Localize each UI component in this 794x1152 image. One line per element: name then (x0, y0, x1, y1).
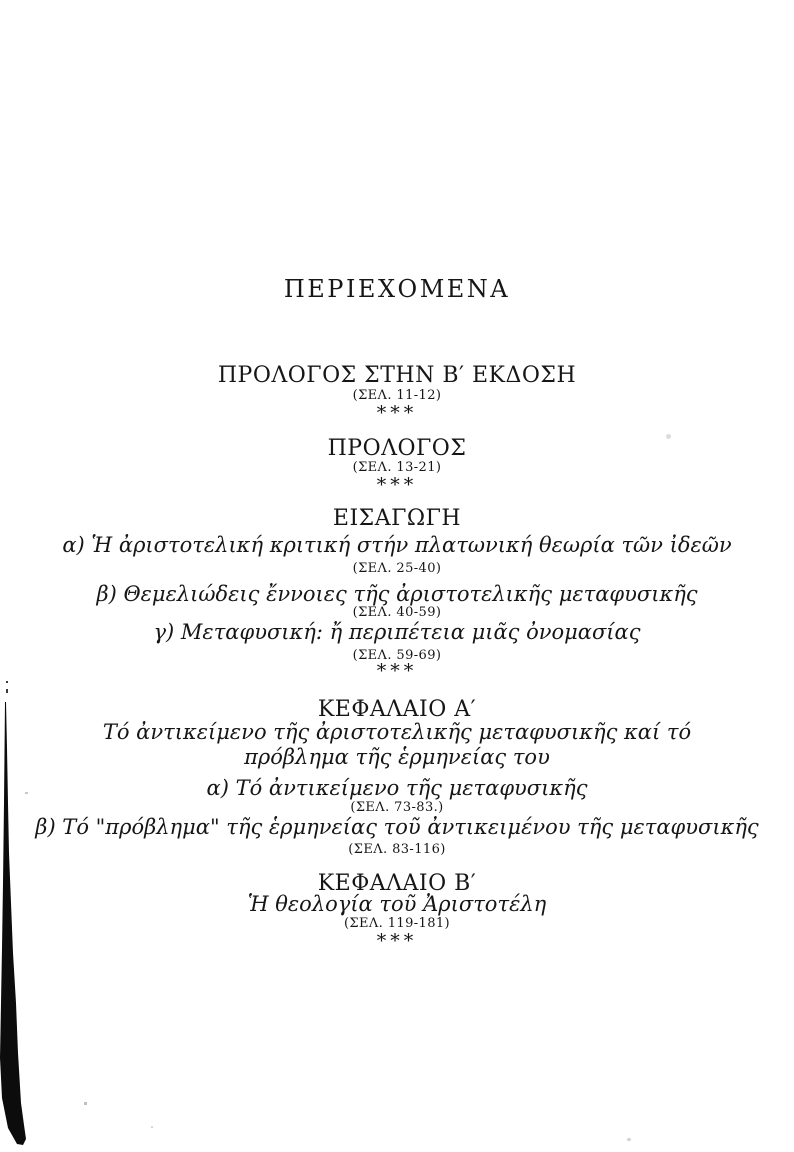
page-ref: (ΣΕΛ. 119-181) (343, 916, 451, 931)
section-heading-prologue-2nd-edition: ΠΡΟΛΟΓΟΣ ΣΤΗΝ Β′ ΕΚΔΟΣΗ (217, 363, 577, 388)
section-heading-introduction: ΕΙΣΑΓΩΓΗ (332, 506, 462, 531)
scan-artifact-speck (84, 1102, 87, 1105)
toc-entry: α) Ἡ ἀριστοτελική κριτική στήν πλατωνική θεωρία τῶν ἰδεῶν (62, 533, 732, 557)
scan-artifact-speck (25, 792, 28, 794)
toc-entry: β) Τό "πρόβλημα" τῆς ἑρμηνείας τοῦ ἀντικειμένου τῆς μεταφυσικῆς (35, 815, 759, 839)
page-title: ΠΕΡΙΕΧΟΜΕΝΑ (283, 275, 511, 303)
section-heading-prologue: ΠΡΟΛΟΓΟΣ (327, 436, 467, 461)
scan-artifact-binding-wedge (0, 678, 32, 1148)
page-ref: (ΣΕΛ. 25-40) (352, 561, 442, 576)
chapter-heading-b: ΚΕΦΑΛΑΙΟ Β′ (317, 871, 477, 896)
page-ref: (ΣΕΛ. 83-116) (348, 842, 446, 857)
asterisk-separator: *** (376, 474, 418, 496)
asterisk-separator: *** (376, 930, 418, 952)
scan-artifact-speck (151, 1126, 153, 1128)
toc-entry: β) Θεμελιώδεις ἔννοιες τῆς ἀριστοτελικῆς μεταφυσικῆς (96, 582, 698, 606)
scan-artifact-speck (666, 434, 671, 439)
page-ref: (ΣΕΛ. 40-59) (352, 605, 442, 620)
toc-entry: γ) Μεταφυσική: ἤ περιπέτεια μιᾶς ὀνομασίας (153, 620, 641, 644)
scan-artifact-speck (627, 1138, 631, 1141)
page-ref: (ΣΕΛ. 13-21) (352, 460, 442, 475)
page-ref: (ΣΕΛ. 59-69) (352, 648, 442, 663)
page-ref: (ΣΕΛ. 11-12) (352, 388, 442, 403)
asterisk-separator: *** (376, 660, 418, 682)
toc-entry: α) Τό ἀντικείμενο τῆς μεταφυσικῆς (206, 776, 588, 800)
chapter-subtitle: Τό ἀντικείμενο τῆς ἀριστοτελικῆς μεταφυσικῆς καί τό πρόβλημα τῆς ἑρμηνείας του (102, 720, 692, 769)
asterisk-separator: *** (376, 402, 418, 424)
page-ref: (ΣΕΛ. 73-83.) (350, 800, 444, 815)
chapter-heading-a: ΚΕΦΑΛΑΙΟ Α′ (317, 697, 477, 722)
chapter-subtitle: Ἡ θεολογία τοῦ Ἀριστοτέλη (247, 892, 547, 916)
